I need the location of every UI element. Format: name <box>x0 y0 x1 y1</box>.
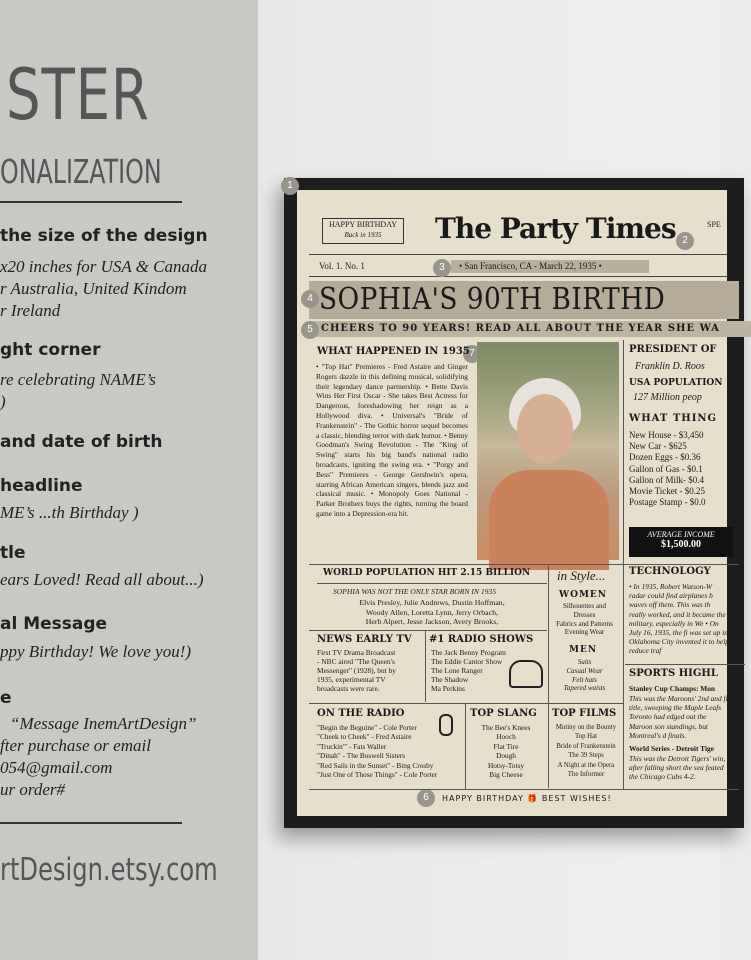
women-list: Silhouettes and Dresses Fabrics and Patterns Evening Wear <box>556 602 613 637</box>
microphone-icon <box>439 714 453 736</box>
average-income: AVERAGE INCOME $1,500.00 <box>629 527 733 557</box>
masthead: The Party Times <box>435 212 676 245</box>
divider <box>309 254 727 255</box>
not-only-star: SOPHIA WAS NOT THE ONLY STAR BORN IN 1935 <box>333 587 497 596</box>
step-text: r Ireland <box>0 301 61 320</box>
volume: Vol. 1. No. 1 <box>319 261 365 271</box>
step-text: ears Loved! Read all about...) <box>0 570 204 589</box>
prices-title: WHAT THING <box>629 413 718 424</box>
women-heading: WOMEN <box>559 590 607 600</box>
news-tv-title: NEWS EARLY TV <box>317 634 412 645</box>
marker-2: 2 <box>676 232 694 250</box>
step-text: ur order# <box>0 780 66 799</box>
marker-5: 5 <box>301 321 319 339</box>
step-title: al Message <box>0 614 108 634</box>
footer-wishes: HAPPY BIRTHDAY 🎁 BEST WISHES! <box>442 794 612 803</box>
step-title: the size of the design <box>0 226 208 246</box>
step-text: “Message InemArtDesign” <box>10 714 197 733</box>
stars-list: Elvis Presley, Julie Andrews, Dustin Hoffman, Woody Allen, Loretta Lynn, Jerry Orbach, Herb Alpert, Jesse Jackson, Avery Brooks, <box>359 598 505 627</box>
usa-population-value: 127 Million peop <box>633 392 702 403</box>
special-label: SPE <box>707 220 721 229</box>
marker-7: 7 <box>463 345 481 363</box>
step-title: e <box>0 688 12 708</box>
hb-sub: Back in 1935 <box>344 231 382 239</box>
divider <box>309 276 727 277</box>
shop-url[interactable]: rtDesign.etsy.com <box>0 852 218 888</box>
sports-sub1: Stanley Cup Champs: Mon <box>629 684 716 693</box>
president-title: PRESIDENT OF <box>629 344 717 355</box>
newspaper-poster <box>287 180 729 816</box>
men-heading: MEN <box>569 645 598 655</box>
news-tv-text: First TV Drama Broadcast - NBC aired "The Queen's Messenger" (1928), but by 1935, experimental TV broadcasts were rare. <box>317 648 396 693</box>
radio-shows-list: The Jack Benny Program The Eddie Cantor Show The Lone Ranger The Shadow Ma Perkins <box>431 648 506 693</box>
radio-icon <box>509 660 543 688</box>
hb-label: HAPPY BIRTHDAY <box>328 220 398 229</box>
prices-list: New House - $3,450 New Car - $625 Dozen Eggs - $0.36 Gallon of Gas - $0.1 Gallon of Milk- $0.4 Movie Ticket - $0.25 Postage Stamp - $0.0 <box>629 430 706 508</box>
step-text: r Australia, United Kindom <box>0 279 187 298</box>
men-list: Suits Casual Wear Felt hats Tapered waists <box>563 658 606 693</box>
on-radio-title: ON THE RADIO <box>317 708 405 719</box>
sports-text2: This was the Detroit Tigers' win, after falling short the sea feated the Chicago Cubs 4-2. <box>629 754 726 782</box>
top-films-title: TOP FILMS <box>552 708 617 719</box>
top-slang-list: The Bee's Knees Hooch Flat Tire Dough Hotsy-Totsy Big Cheese <box>481 723 531 780</box>
step-text: ) <box>0 392 6 411</box>
panel-title: STER <box>6 54 150 136</box>
panel-subtitle: ONALIZATION <box>0 152 162 191</box>
step-text: fter purchase or email <box>0 736 151 755</box>
what-happened-title: WHAT HAPPENED IN 1935 <box>317 346 470 357</box>
marker-4: 4 <box>301 290 319 308</box>
marker-3: 3 <box>433 259 451 277</box>
world-population: WORLD POPULATION HIT 2.15 BILLION <box>323 568 531 578</box>
divider <box>0 822 182 824</box>
dateline: • San Francisco, CA - March 22, 1935 • <box>451 260 649 273</box>
step-title: ght corner <box>0 340 101 360</box>
divider <box>0 201 182 203</box>
marker-6: 6 <box>417 789 435 807</box>
step-title: headline <box>0 476 83 496</box>
step-text: re celebrating NAME’s <box>0 370 156 389</box>
in-style-title: in Style... <box>557 568 606 583</box>
step-text: ME’s ...th Birthday ) <box>0 503 139 522</box>
radio-shows-title: #1 RADIO SHOWS <box>429 634 534 645</box>
sports-title: SPORTS HIGHL <box>629 668 718 679</box>
step-title: tle <box>0 543 26 563</box>
usa-population-title: USA POPULATION <box>629 378 723 388</box>
step-text: x20 inches for USA & Canada <box>0 257 207 276</box>
portrait-photo <box>477 342 619 560</box>
headline: SOPHIA'S 90TH BIRTHD <box>319 282 666 317</box>
sports-text1: This was the Maroons' 2nd and fi title, sweeping the Maple Leafs Toronto had edged out the Maroon son standings, but Montreal's d finals. <box>629 694 728 740</box>
technology-text: • In 1935, Robert Watson-W radar could find airplanes b waves off them. This was th really worked, and it became the military, especially in We • On July 16, 1935, the fi was set up in Oklahoma City invented it to help reduce traf <box>629 582 729 656</box>
happy-birthday-box <box>322 218 404 244</box>
instruction-panel <box>0 0 258 960</box>
step-text: ppy Birthday! We love you!) <box>0 642 192 661</box>
top-slang-title: TOP SLANG <box>470 708 537 719</box>
cheers-strip: CHEERS TO 90 YEARS! READ ALL ABOUT THE YEAR SHE WA <box>309 321 751 337</box>
what-happened-text: • "Top Hat" Premieres - Fred Astaire and Ginger Rogers dazzle in this defining musical, solidifying their legendary dance partnership. • Bette Davis Wins Her First Oscar - She takes Best Actress for Dangerous, foreshadowing her reign as a Hollywood diva. • Universal's "Bride of Frankenstein" - The Gothic horror sequel becomes a classic, blending terror with dark humor. • Benny Goodman's Swing Revolution - The "King of Swing" starts his big band's national radio broadcasts, igniting the swing era. • "Porgy and Bess" Premieres - George Gershwin's opera, starring African American singers, blends jazz and classical music. • Monopoly Goes National - Parker Brothers buys the rights, turning the board game into a Depression-era hit. <box>316 362 468 518</box>
president-name: Franklin D. Roos <box>635 361 705 372</box>
marker-1: 1 <box>281 177 299 195</box>
on-radio-list: "Begin the Beguine" - Cole Porter "Cheek to Cheek" - Fred Astaire "Truckin'" - Fats Waller "Dinah" - The Boswell Sisters "Red Sails in the Sunset" - Bing Crosby "Just One of Those Things" - Cole Porter <box>317 723 438 780</box>
step-title: and date of birth <box>0 432 163 452</box>
technology-title: TECHNOLOGY <box>629 566 711 577</box>
sports-sub2: World Series - Detroit Tige <box>629 744 714 753</box>
step-text: 054@gmail.com <box>0 758 113 777</box>
top-films-list: Mutiny on the Bounty Top Hat Bride of Frankenstein The 39 Steps A Night at the Opera The Informer <box>555 724 617 779</box>
